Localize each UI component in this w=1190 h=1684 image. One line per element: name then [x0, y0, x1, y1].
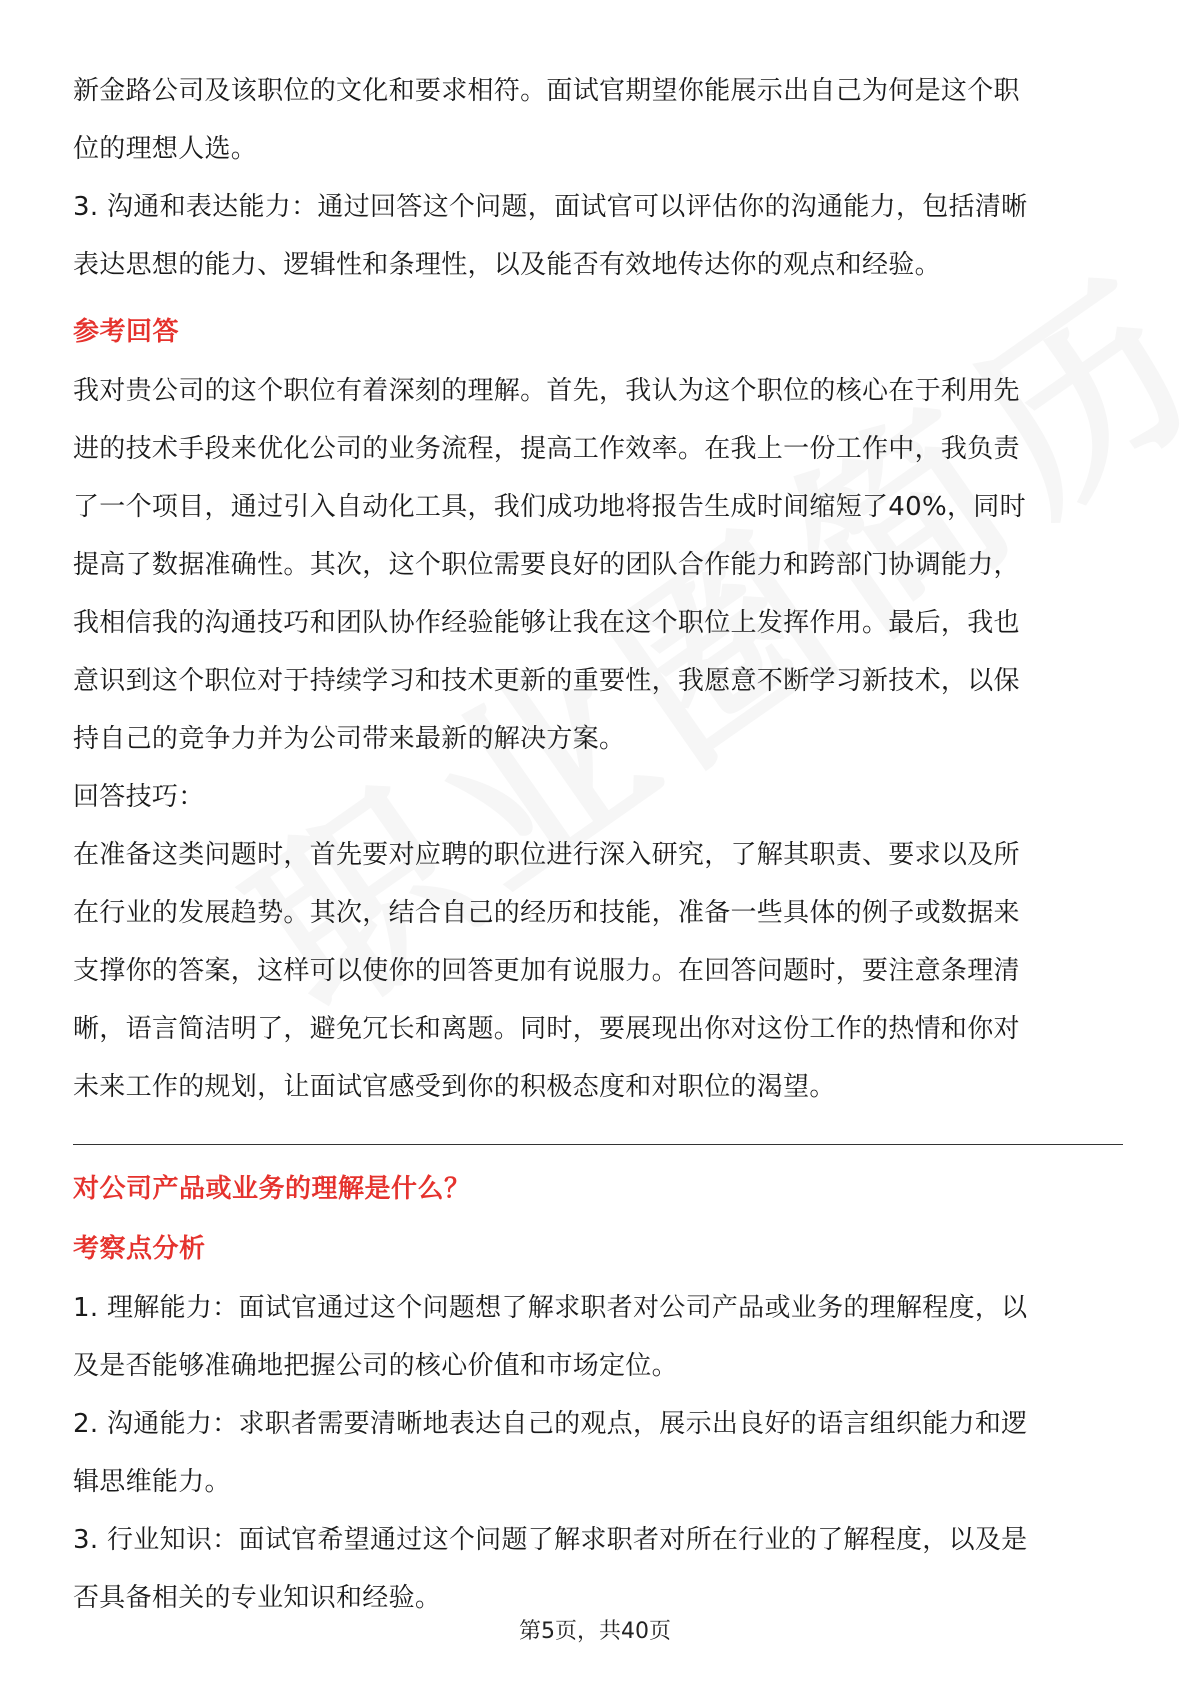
text-line: 进的技术手段来优化公司的业务流程，提高工作效率。在我上一份工作中，我负责 — [73, 434, 1020, 464]
text-line: 表达思想的能力、逻辑性和条理性，以及能否有效地传达你的观点和经验。 — [73, 250, 941, 280]
text-line: 我对贵公司的这个职位有着深刻的理解。首先，我认为这个职位的核心在于利用先 — [73, 376, 1020, 406]
page-number: 第5页，共40页 — [519, 1619, 671, 1644]
analysis-point-1 — [73, 1279, 1123, 1395]
text-line: 1. 理解能力：面试官通过这个问题想了解求职者对公司产品或业务的理解程度，以 — [73, 1293, 1028, 1323]
text-line: 2. 沟通能力：求职者需要清晰地表达自己的观点，展示出良好的语言组织能力和逻 — [73, 1409, 1028, 1439]
text-line: 及是否能够准确地把握公司的核心价值和市场定位。 — [73, 1351, 678, 1381]
text-line: 否具备相关的专业知识和经验。 — [73, 1583, 442, 1613]
reference-answer-heading: 参考回答 — [73, 317, 180, 347]
text-line: 支撑你的答案，这样可以使你的回答更加有说服力。在回答问题时，要注意条理清 — [73, 956, 1020, 986]
analysis-heading: 考察点分析 — [73, 1234, 206, 1264]
text-line: 晰，语言简洁明了，避免冗长和离题。同时，要展现出你对这份工作的热情和你对 — [73, 1014, 1020, 1044]
intro-paragraph — [73, 62, 1123, 294]
text-line: 新金路公司及该职位的文化和要求相符。面试官期望你能展示出自己为何是这个职 — [73, 76, 1020, 106]
analysis-point-2 — [73, 1395, 1123, 1511]
text-line: 我相信我的沟通技巧和团队协作经验能够让我在这个职位上发挥作用。最后，我也 — [73, 608, 1020, 638]
text-line: 位的理想人选。 — [73, 134, 258, 164]
text-line: 未来工作的规划，让面试官感受到你的积极态度和对职位的渴望。 — [73, 1072, 836, 1102]
section-divider — [73, 1144, 1123, 1145]
text-line: 在准备这类问题时，首先要对应聘的职位进行深入研究，了解其职责、要求以及所 — [73, 840, 1020, 870]
tips-label: 回答技巧： — [73, 782, 205, 812]
question-title: 对公司产品或业务的理解是什么？ — [73, 1174, 471, 1204]
text-line: 辑思维能力。 — [73, 1467, 231, 1497]
analysis-point-3 — [73, 1511, 1123, 1627]
text-line: 意识到这个职位对于持续学习和技术更新的重要性，我愿意不断学习新技术，以保 — [73, 666, 1020, 696]
text-line: 3. 沟通和表达能力：通过回答这个问题，面试官可以评估你的沟通能力，包括清晰 — [73, 192, 1028, 222]
text-line: 提高了数据准确性。其次，这个职位需要良好的团队合作能力和跨部门协调能力， — [73, 550, 1020, 580]
text-line: 3. 行业知识：面试官希望通过这个问题了解求职者对所在行业的了解程度，以及是 — [73, 1525, 1028, 1555]
text-line: 持自己的竞争力并为公司带来最新的解决方案。 — [73, 724, 626, 754]
text-line: 了一个项目，通过引入自动化工具，我们成功地将报告生成时间缩短了40%，同时 — [73, 492, 1026, 522]
text-line: 在行业的发展趋势。其次，结合自己的经历和技能，准备一些具体的例子或数据来 — [73, 898, 1020, 928]
answer-tips — [73, 768, 1123, 1116]
reference-answer-paragraph — [73, 362, 1123, 768]
document-page — [73, 62, 1123, 1627]
